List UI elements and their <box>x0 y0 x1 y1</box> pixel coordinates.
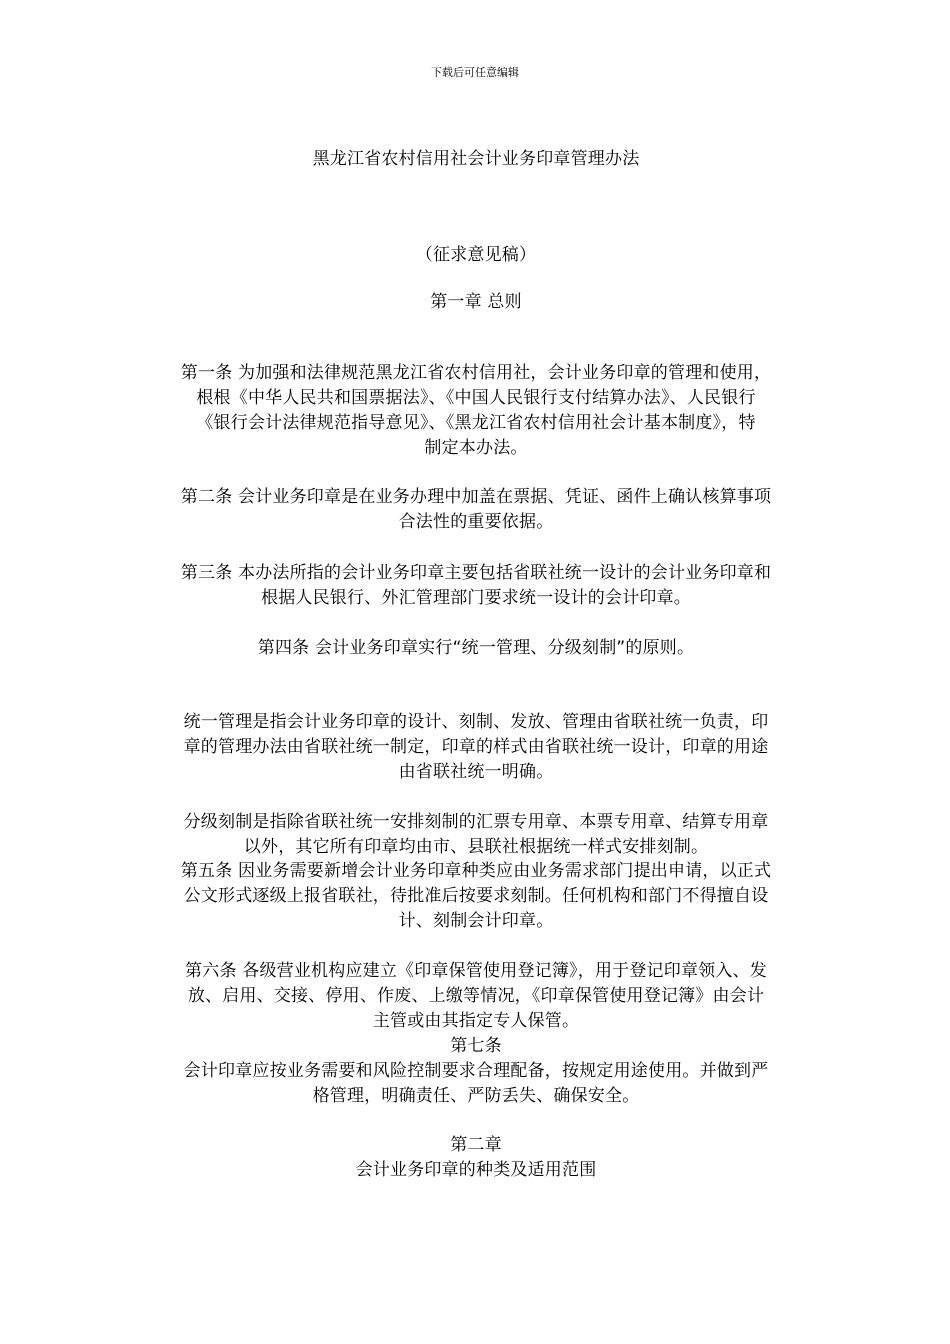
article-6-line: 主管或由其指定专人保管。 <box>372 1011 580 1031</box>
chapter-2-heading <box>145 1133 807 1158</box>
document-subtitle <box>145 243 807 268</box>
article-7 <box>145 1059 807 1109</box>
chapter-1-text: 第一章 总则 <box>430 292 522 312</box>
unified-management-line: 由省联社统一明确。 <box>398 762 554 782</box>
article-3-line: 第三条 本办法所指的会计业务印章主要包括省联社统一设计的会计业务印章和 <box>180 563 772 583</box>
article-4-line: 第四条 会计业务印章实行“统一管理、分级刻制”的原则。 <box>257 638 695 658</box>
chapter-2-title-text: 会计业务印章的种类及适用范围 <box>355 1160 597 1180</box>
article-5-line: 计、刻制会计印章。 <box>398 911 554 931</box>
article-3-line: 根据人民银行、外汇管理部门要求统一设计的会计印章。 <box>261 588 691 608</box>
chapter-2-heading-text: 第二章 <box>450 1135 502 1155</box>
tiered-engraving-line: 分级刻制是指除省联社统一安排刻制的汇票专用章、本票专用章、结算专用章 <box>183 812 769 832</box>
unified-management-paragraph <box>145 710 807 785</box>
article-5-line: 第五条 因业务需要新增会计业务印章种类应由业务需求部门提出申请，以正式 <box>180 861 772 881</box>
document-title <box>145 147 807 172</box>
unified-management-line: 章的管理办法由省联社统一制定，印章的样式由省联社统一设计，印章的用途 <box>183 737 769 757</box>
article-1-line: 第一条 为加强和法律规范黑龙江省农村信用社，会计业务印章的管理和使用， <box>180 363 772 383</box>
article-6-line: 第六条 各级营业机构应建立《印章保管使用登记簿》，用于登记印章领入、发 <box>185 961 767 981</box>
article-2-line: 第二条 会计业务印章是在业务办理中加盖在票据、凭证、函件上确认核算事项 <box>180 487 772 507</box>
tiered-engraving-line: 以外，其它所有印章均由市、县联社根据统一样式安排刻制。 <box>243 837 709 857</box>
article-2 <box>145 485 807 535</box>
article-7-heading <box>145 1034 807 1059</box>
unified-management-line: 统一管理是指会计业务印章的设计、刻制、发放、管理由省联社统一负责，印 <box>183 712 769 732</box>
article-7-heading-text: 第七条 <box>450 1036 502 1056</box>
article-3 <box>145 561 807 611</box>
article-6 <box>145 959 807 1034</box>
article-1-line: 根根《中华人民共和国票据法》、《中国人民银行支付结算办法》、人民银行 <box>196 388 756 408</box>
subtitle-text: （征求意见稿） <box>415 245 537 265</box>
article-1-line: 《银行会计法律规范指导意见》、《黑龙江省农村信用社会计基本制度》，特 <box>196 413 756 433</box>
article-7-line: 格管理，明确责任、严防丢失、确保安全。 <box>312 1086 640 1106</box>
article-2-line: 合法性的重要依据。 <box>398 512 554 532</box>
header-note: 下载后可任意编辑 <box>431 66 519 79</box>
chapter-2-title <box>145 1158 807 1183</box>
article-6-line: 放、启用、交接、停用、作废、上缴等情况，《印章保管使用登记簿》由会计 <box>187 986 765 1006</box>
tiered-engraving-paragraph <box>145 810 807 860</box>
article-5-line: 公文形式逐级上报省联社，待批准后按要求刻制。任何机构和部门不得擅自设 <box>183 886 769 906</box>
title-text: 黑龙江省农村信用社会计业务印章管理办法 <box>312 149 640 169</box>
article-5 <box>145 859 807 934</box>
article-7-line: 会计印章应按业务需要和风险控制要求合理配备，按规定用途使用。并做到严 <box>183 1061 769 1081</box>
article-1-line: 制定本办法。 <box>424 438 528 458</box>
article-1 <box>145 361 807 461</box>
chapter-1-heading <box>145 290 807 315</box>
article-4 <box>145 636 807 661</box>
